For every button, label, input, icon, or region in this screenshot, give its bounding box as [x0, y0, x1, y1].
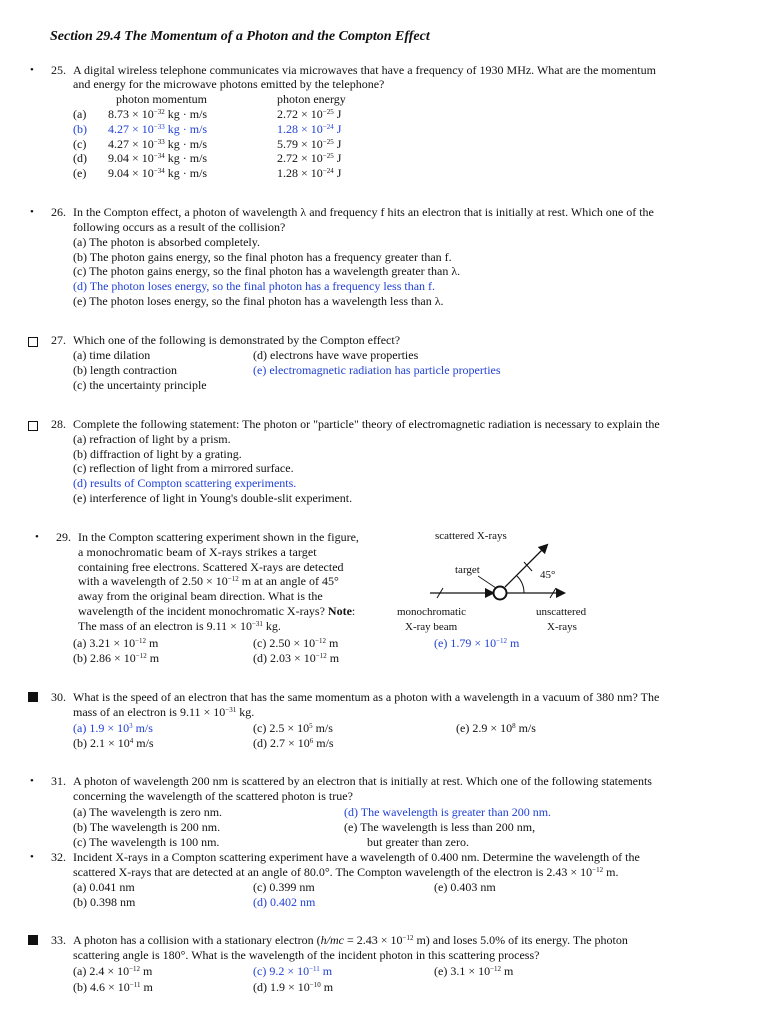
option-answer: (d) The photon loses energy, so the final photon has a frequency less than f. — [73, 279, 436, 293]
question-number: 33. — [51, 933, 66, 947]
option-momentum: $9.04 \times 10^{-34}$ kg · m/s — [108, 166, 208, 180]
question-stem: containing free electrons. Scattered X-rays are detected — [78, 560, 344, 574]
bullet-icon: • — [35, 531, 39, 543]
option: (e) $3.1 \times 10^{-12}$ m — [434, 964, 514, 978]
option-energy: $1.28 \times 10^{-24}$ J — [277, 166, 342, 180]
option-answer: (c) $9.2 \times 10^{-11}$ m — [253, 964, 333, 978]
question-number: 31. — [51, 774, 66, 788]
option-energy: $5.79 \times 10^{-25}$ J — [277, 137, 342, 151]
figure-label-incident-1: monochromatic — [397, 606, 467, 618]
option: (b) The wavelength is 200 nm. — [73, 820, 221, 834]
option-label: (b) — [73, 122, 87, 136]
figure-label-target: target — [455, 564, 480, 576]
question-stem: following occurs as a result of the collision? — [73, 220, 286, 234]
question-stem: a monochromatic beam of X-rays strikes a target — [78, 545, 317, 559]
figure-label-scattered: scattered X-rays — [435, 530, 507, 542]
option: (d) $1.9 \times 10^{-10}$ m — [253, 980, 334, 994]
question-stem: Incident X-rays in a Compton scattering experiment have a wavelength of 0.400 nm. Determine the wavelength of the — [73, 850, 640, 864]
option: (a) The wavelength is zero nm. — [73, 805, 223, 819]
option-continued: but greater than zero. — [367, 835, 469, 849]
question-number: 27. — [51, 333, 66, 347]
option-momentum: $9.04 \times 10^{-34}$ kg · m/s — [108, 151, 208, 165]
bullet-icon: • — [30, 64, 34, 76]
option: (c) The wavelength is 100 nm. — [73, 835, 220, 849]
question-stem: with a wavelength of $2.50 \times 10^{-12}$ m at an angle of 45° — [78, 574, 339, 588]
option: (b) length contraction — [73, 363, 177, 377]
option: (b) $2.1 \times 10^4$ m/s — [73, 736, 154, 750]
option-answer: (d) results of Compton scattering experiments. — [73, 476, 297, 490]
filled-square-icon — [28, 692, 38, 702]
question-number: 28. — [51, 417, 66, 431]
option-energy: $2.72 \times 10^{-25}$ J — [277, 151, 342, 165]
question-stem: A photon of wavelength 200 nm is scattered by an electron that is initially at rest. Which one of the following statements — [73, 774, 652, 788]
question-stem: mass of an electron is $9.11 \times 10^{-31}$ kg. — [73, 705, 255, 719]
question-stem: concerning the wavelength of the scattered photon is true? — [73, 789, 353, 803]
page-title: Section 29.4 The Momentum of a Photon and the Compton Effect — [50, 29, 430, 44]
question-stem: A digital wireless telephone communicates via microwaves that have a frequency of 1930 MHz. What are the momentum — [73, 63, 656, 77]
option: (e) 0.403 nm — [434, 880, 496, 894]
option: (a) 0.041 nm — [73, 880, 135, 894]
option: (c) the uncertainty principle — [73, 378, 207, 392]
question-stem: and energy for the microwave photons emitted by the telephone? — [73, 77, 385, 91]
question-number: 32. — [51, 850, 66, 864]
option: (d) electrons have wave properties — [253, 348, 419, 362]
figure-label-incident-2: X-ray beam — [405, 621, 458, 633]
question-stem: scattered X-rays that are detected at an angle of 80.0°. The Compton wavelength of the electron is $2.43 \times 10^{-12}$ m. — [73, 865, 619, 879]
option-answer: (d) The wavelength is greater than 200 nm. — [344, 805, 552, 819]
option: (a) $2.4 \times 10^{-12}$ m — [73, 964, 153, 978]
option: (e) interference of light in Young's double-slit experiment. — [73, 491, 353, 505]
option: (b) $2.86 \times 10^{-12}$ m — [73, 651, 160, 665]
option: (c) 0.399 nm — [253, 880, 315, 894]
option: (a) The photon is absorbed completely. — [73, 235, 260, 249]
option-answer: (e) $1.79 \times 10^{-12}$ m — [434, 636, 520, 650]
option: (e) The photon loses energy, so the final photon has a wavelength less than λ. — [73, 294, 444, 308]
option: (d) $2.03 \times 10^{-12}$ m — [253, 651, 340, 665]
angle-arc — [517, 576, 524, 593]
option: (e) $2.9 \times 10^8$ m/s — [456, 721, 536, 735]
figure-label-unscattered-2: X-rays — [547, 621, 577, 633]
bullet-icon: • — [30, 206, 34, 218]
bullet-icon: • — [30, 775, 34, 787]
option: (c) $2.5 \times 10^5$ m/s — [253, 721, 333, 735]
option: (c) The photon gains energy, so the final photon has a wavelength greater than λ. — [73, 264, 461, 278]
question-stem: A photon has a collision with a stationary electron ($h/mc = 2.43 \times 10^{-12}$ m) and loses 5.0% of its energy. The photon — [73, 933, 628, 947]
target-circle — [494, 587, 507, 600]
option-answer: (e) electromagnetic radiation has particle properties — [253, 363, 501, 377]
option-label: (e) — [73, 166, 87, 180]
question-stem: In the Compton scattering experiment shown in the figure, — [78, 530, 359, 544]
column-header: photon energy — [277, 92, 346, 106]
option: (b) diffraction of light by a grating. — [73, 447, 242, 461]
column-header: photon momentum — [116, 92, 207, 106]
option-energy: $2.72 \times 10^{-25}$ J — [277, 107, 342, 121]
option-momentum: $8.73 \times 10^{-32}$ kg · m/s — [108, 107, 208, 121]
option: (a) time dilation — [73, 348, 151, 362]
option: (b) The photon gains energy, so the final photon has a frequency greater than f. — [73, 250, 452, 264]
option: (c) $2.50 \times 10^{-12}$ m — [253, 636, 339, 650]
question-number: 26. — [51, 205, 66, 219]
question-stem: wavelength of the incident monochromatic X-rays? Note: — [78, 604, 356, 618]
option: (a) $3.21 \times 10^{-12}$ m — [73, 636, 159, 650]
question-stem: away from the original beam direction. What is the — [78, 589, 323, 603]
question-stem: The mass of an electron is $9.11 \times 10^{-31}$ kg. — [78, 619, 281, 633]
option-label: (a) — [73, 107, 87, 121]
bullet-icon: • — [30, 851, 34, 863]
option-answer: (a) $1.9 \times 10^3$ m/s — [73, 721, 153, 735]
figure-label-angle: 45° — [540, 569, 556, 581]
question-number: 25. — [51, 63, 66, 77]
option-momentum: $4.27 \times 10^{-33}$ kg · m/s — [108, 137, 208, 151]
option-momentum: $4.27 \times 10^{-33}$ kg · m/s — [108, 122, 208, 136]
option: (b) $4.6 \times 10^{-11}$ m — [73, 980, 153, 994]
question-stem: Complete the following statement: The photon or "particle" theory of electromagnetic radiation is necessary to explain the — [73, 417, 660, 431]
figure-label-unscattered-1: unscattered — [536, 606, 587, 618]
question-number: 30. — [51, 690, 66, 704]
option: (e) The wavelength is less than 200 nm, — [344, 820, 536, 834]
question-stem: In the Compton effect, a photon of wavelength λ and frequency f hits an electron that is initially at rest. Which one of the — [73, 205, 654, 219]
option-label: (c) — [73, 137, 87, 151]
scattered-beam-arrow — [505, 545, 547, 587]
filled-square-icon — [28, 935, 38, 945]
option-answer: (d) 0.402 nm — [253, 895, 316, 909]
option-energy: $1.28 \times 10^{-24}$ J — [277, 122, 342, 136]
option-label: (d) — [73, 151, 87, 165]
question-stem: What is the speed of an electron that has the same momentum as a photon with a wavelength in a vacuum of 380 nm? The — [73, 690, 660, 704]
question-number: 29. — [56, 530, 71, 544]
question-stem: Which one of the following is demonstrated by the Compton effect? — [73, 333, 401, 347]
option: (c) reflection of light from a mirrored surface. — [73, 461, 294, 475]
option: (d) $2.7 \times 10^6$ m/s — [253, 736, 334, 750]
option: (a) refraction of light by a prism. — [73, 432, 231, 446]
question-stem: scattering angle is 180°. What is the wavelength of the incident photon in this scattering process? — [73, 948, 540, 962]
option: (b) 0.398 nm — [73, 895, 136, 909]
target-pointer — [478, 576, 496, 588]
